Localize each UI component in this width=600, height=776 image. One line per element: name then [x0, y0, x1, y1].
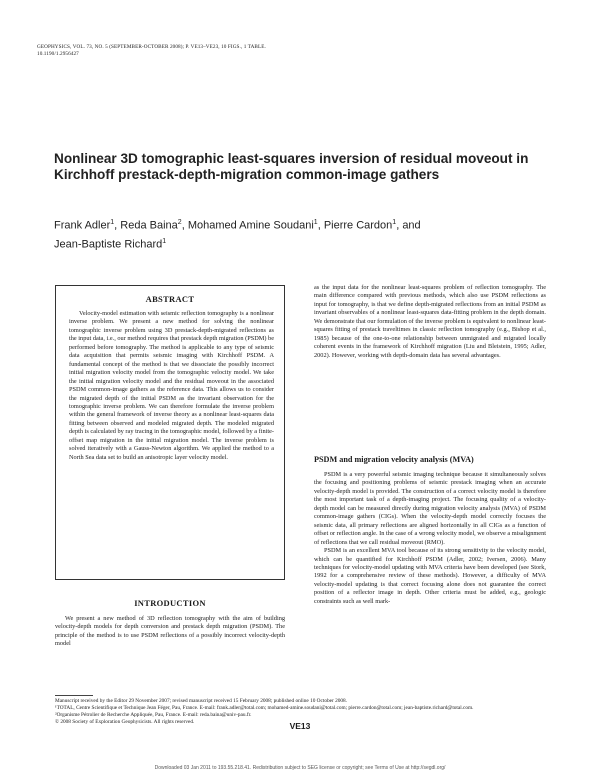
author-list: Frank Adler$^1$, Reda Baina$^2$, Mohamed Amine Soudani$^1$, Pierre Cardon$^1$, and Jean-Baptiste Richard$^1$	[54, 219, 421, 251]
journal-citation: GEOPHYSICS, VOL. 73, NO. 5 (SEPTEMBER-OCTOBER 2008); P. VE13–VE23, 10 FIGS., 1 TABLE.	[37, 44, 266, 50]
introduction-heading: INTRODUCTION	[134, 598, 206, 608]
abstract-heading: ABSTRACT	[145, 294, 195, 304]
mva-section-body	[314, 471, 546, 606]
author-name: Pierre Cardon	[323, 219, 393, 232]
mva-section-heading: PSDM and migration velocity analysis (MVA)	[314, 455, 474, 464]
affiliation-mark: 1	[162, 237, 167, 245]
mva-paragraph: PSDM is a very powerful seismic imaging technique because it simultaneously solves the focusing and positioning problems of seismic prestack imaging when an accurate velocity-depth model is provided. The construction of a correct velocity model is therefore the most important task of a depth-imaging project. The focusing quality of a velocity-depth model can be measured directly during migration velocity analysis (MVA) of PSDM common-image gathers (CIGs). When the velocity-depth model correctly focuses the seismic data, all primary reflections are aligned horizontally in all CIGs as a function of offset or reflection angle. In the case of a wrong velocity model, we observe a misalignment of reflections that we call residual moveout (RMO).	[314, 471, 546, 546]
affiliation-mark: 1	[313, 219, 318, 226]
download-notice: Downloaded 03 Jan 2011 to 193.55.218.41. Redistribution subject to SEG license or copyright; see Terms of Use at http://segdl.org/	[154, 765, 446, 771]
mva-paragraph: PSDM is an excellent MVA tool because of its strong sensitivity to the velocity model, which can be quantified for Kirchhoff PSDM (Adler, 2002; Iversen, 2006). Many techniques for velocity-model updating with MVA criteria have been developed (see Stork, 1992 for a comprehensive review of these methods). However, a difficulty of MVA velocity-model updating is that correct focusing alone does not guarantee the correct position of a reflector image in depth. Other criteria must be added, e.g., geologic constraints such as well mark-	[314, 547, 546, 605]
footnote-copyright: © 2008 Society of Exploration Geophysicists. All rights reserved.	[55, 719, 195, 726]
intro-continuation: as the input data for the nonlinear least-squares problem of reflection tomography. The main difference compared with previous methods, which also use PSDM reflections as input for tomography, is that we define depth-migrated reflections from an initial PSDM as invariant observables of a nonlinear least-squares data-fitting problem in the depth domain. We demonstrate that our formulation of the inverse problem is equivalent to nonlinear least-squares fitting of prestack traveltimes in classic reflection tomography (e.g., Bishop et al., 1985) because of the one-to-one relationship between unmigrated and migrated locally coherent events in the framework of Kirchhoff migration (Liu and Bleistein, 1995; Adler, 2002). However, working with depth-domain data has several advantages.	[314, 284, 546, 359]
author-name: Reda Baina	[120, 219, 178, 232]
paper-title: Nonlinear 3D tomographic least-squares inversion of residual moveout in Kirchhoff prestack-depth-migration common-image gathers	[54, 151, 529, 182]
journal-header	[37, 44, 557, 58]
author-name: Mohamed Amine Soudani	[187, 219, 314, 232]
page-number: VE13	[289, 721, 311, 731]
footnote-affiliation-2: ²Organisme Pétrolier de Recherche Appliquée, Pau, France. E-mail: reda.baina@univ-pau.fr.	[55, 712, 252, 719]
affiliation-mark: 1	[110, 219, 115, 226]
affiliation-mark: 1	[392, 219, 397, 226]
author-name: Jean-Baptiste Richard	[54, 238, 163, 251]
footnote-affiliation-1: ¹TOTAL, Centre Scientifique et Technique Jean Féger, Pau, France. E-mail: frank.adler@total.com; mohamed-amine.soudani@total.com; pierre.cardon@total.com; jean-baptiste.richard@total.com.	[55, 705, 474, 712]
doi: 10.1190/1.2956427	[37, 51, 79, 57]
author-name: Frank Adler	[54, 219, 111, 232]
footnote-divider	[55, 695, 93, 696]
footnote-received: Manuscript received by the Editor 29 November 2007; revised manuscript received 15 February 2008; published online 10 October 2008.	[55, 698, 347, 704]
introduction-body: We present a new method of 3D reflection tomography with the aim of building velocity-depth models for depth conversion and prestack depth migration (PSDM). The principle of the method is to use PSDM reflections of a possibly incorrect velocity-depth model	[55, 615, 285, 648]
abstract-body: Velocity-model estimation with seismic reflection tomography is a nonlinear inverse problem. We present a new method for solving the nonlinear tomographic inverse problem using 3D prestack-depth-migrated reflections as the input data, i.e., our method requires that prestack depth migration (PSDM) be performed before tomography. The method is applicable to any type of seismic data acquisition that permits seismic imaging with Kirchhoff PSDM. A fundamental concept of the method is that we dissociate the possibly incorrect initial migration velocity model from the tomographic velocity model. We take the initial migration velocity model and the residual moveout in the associated PSDM common-image gathers as the reference data. This allows us to consider the migrated depth of the initial PSDM as the invariant observation for the tomographic inverse problem. We can therefore formulate the inverse problem within the general framework of inverse theory as a nonlinear least-squares data fitting between observed and modeled migrated depth. The modeled migrated depth is calculated by ray tracing in the tomographic model, followed by a finite-offset map migration in the initial migration model. The inverse problem is solved iteratively with a Gauss-Newton algorithm. We applied the method to a North Sea data set to build an anisotropic layer velocity model.	[69, 310, 274, 461]
affiliation-mark: 2	[177, 219, 182, 226]
